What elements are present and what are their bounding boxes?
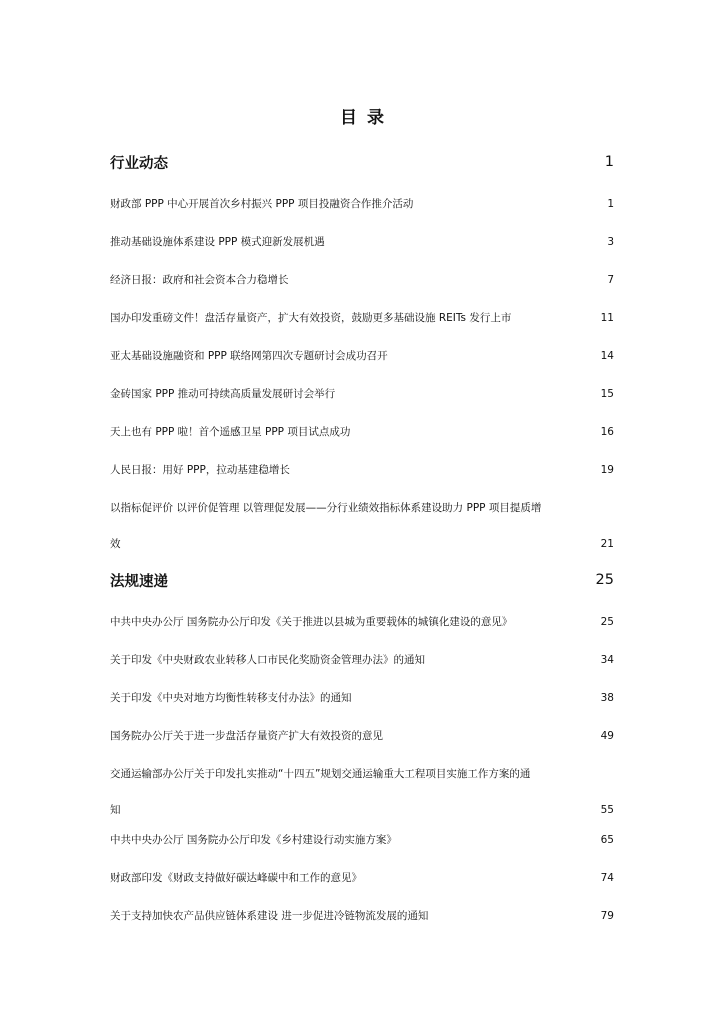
entry-page-number: 11: [600, 312, 614, 324]
entry-page-number: 79: [600, 910, 614, 922]
toc-entry[interactable]: [110, 612, 614, 632]
section-title: 法规速递: [110, 573, 168, 590]
toc-section-heading[interactable]: [110, 150, 614, 174]
toc-entry[interactable]: [110, 232, 614, 252]
toc-entry[interactable]: [110, 650, 614, 670]
entry-title: 中共中央办公厅 国务院办公厅印发《乡村建设行动实施方案》: [110, 834, 397, 846]
toc-entry[interactable]: [110, 422, 614, 442]
toc-entry[interactable]: [110, 384, 614, 404]
entry-page-number: 7: [607, 274, 614, 286]
toc-entry[interactable]: [110, 764, 614, 820]
entry-page-number: 65: [600, 834, 614, 846]
toc-entry[interactable]: [110, 868, 614, 888]
entry-title: 亚太基础设施融资和 PPP 联络网第四次专题研讨会成功召开: [110, 350, 388, 362]
entry-page-number: 34: [600, 654, 614, 666]
entry-title: 财政部 PPP 中心开展首次乡村振兴 PPP 项目投融资合作推介活动: [110, 198, 414, 210]
entry-title: 金砖国家 PPP 推动可持续高质量发展研讨会举行: [110, 388, 336, 400]
toc-entry[interactable]: [110, 308, 614, 328]
entry-page-number: 19: [600, 464, 614, 476]
entry-page-number: 49: [600, 730, 614, 742]
entry-page-number: 14: [600, 350, 614, 362]
entry-page-number: 21: [600, 538, 614, 550]
section-title: 行业动态: [110, 155, 168, 172]
entry-title: 推动基础设施体系建设 PPP 模式迎新发展机遇: [110, 236, 325, 248]
entry-title-continued: 知: [110, 804, 121, 816]
toc-entry[interactable]: [110, 688, 614, 708]
entry-page-number: 55: [600, 804, 614, 816]
entry-title: 关于支持加快农产品供应链体系建设 进一步促进冷链物流发展的通知: [110, 910, 429, 922]
entry-page-number: 1: [607, 198, 614, 210]
entry-title: 以指标促评价 以评价促管理 以管理促发展——分行业绩效指标体系建设助力 PPP 项目提质增: [110, 502, 542, 514]
toc-entry[interactable]: [110, 830, 614, 850]
entry-title-continued: 效: [110, 538, 121, 550]
entry-page-number: 25: [600, 616, 614, 628]
entry-page-number: 15: [600, 388, 614, 400]
entry-title: 中共中央办公厅 国务院办公厅印发《关于推进以县城为重要载体的城镇化建设的意见》: [110, 616, 513, 628]
entry-title: 交通运输部办公厅关于印发扎实推动“十四五”规划交通运输重大工程项目实施工作方案的通: [110, 768, 531, 780]
entry-title: 人民日报：用好 PPP，拉动基建稳增长: [110, 464, 290, 476]
section-page-number: 1: [604, 154, 614, 170]
entry-title: 财政部印发《财政支持做好碳达峰碳中和工作的意见》: [110, 872, 362, 884]
toc-entry[interactable]: [110, 346, 614, 366]
toc-entry[interactable]: [110, 460, 614, 480]
entry-page-number: 16: [600, 426, 614, 438]
section-page-number: 25: [595, 572, 614, 588]
toc-entry[interactable]: [110, 194, 614, 214]
entry-page-number: 38: [600, 692, 614, 704]
toc-entry[interactable]: [110, 498, 614, 554]
entry-title: 天上也有 PPP 啦！首个遥感卫星 PPP 项目试点成功: [110, 426, 351, 438]
toc-entry[interactable]: [110, 906, 614, 926]
entry-title: 关于印发《中央对地方均衡性转移支付办法》的通知: [110, 692, 352, 704]
toc-section-heading[interactable]: [110, 568, 614, 592]
entry-page-number: 74: [600, 872, 614, 884]
entry-title: 经济日报：政府和社会资本合力稳增长: [110, 274, 289, 286]
entry-page-number: 3: [607, 236, 614, 248]
toc-entry[interactable]: [110, 726, 614, 746]
entry-title: 关于印发《中央财政农业转移人口市民化奖励资金管理办法》的通知: [110, 654, 425, 666]
toc-entry[interactable]: [110, 270, 614, 290]
entry-title: 国务院办公厅关于进一步盘活存量资产扩大有效投资的意见: [110, 730, 383, 742]
entry-title: 国办印发重磅文件！盘活存量资产，扩大有效投资，鼓励更多基础设施 REITs 发行上市: [110, 312, 512, 324]
page-title: 目录: [340, 108, 394, 128]
